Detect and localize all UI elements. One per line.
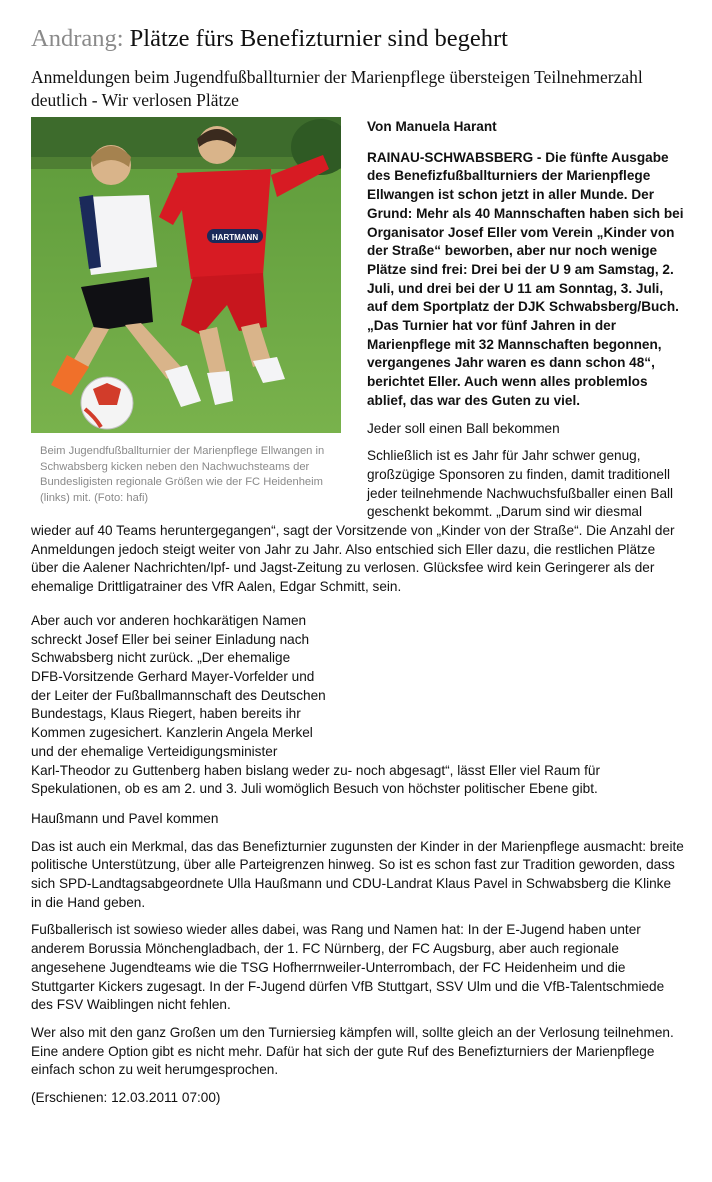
paragraph-line: und der ehemalige Verteidigungsminister bbox=[31, 743, 278, 759]
paragraph-line: der Leiter der Fußballmannschaft des Deutschen bbox=[31, 687, 326, 703]
lead-paragraph: RAINAU-SCHWABSBERG - Die fünfte Ausgabe des Benefizfußballturniers der Marienpflege Ellwangen ist schon jetzt in aller Munde. Der Grund: Mehr als 40 Mannschaften haben sich bei Organisator Josef Eller vom Verein „Kinder von der Straße“ beworben, aber nur noch wenige Plätze sind frei: Drei bei der U 9 am Samstag, 2. Juli, und drei bei der U 11 am Sonntag, 3. Juli, auf dem Sportplatz der DJK Schwabsberg/Buch. „Das Turnier hat vor fünf Jahren in der Marienpflege mit 32 Mannschaften begonnen, vergangenes Jahr waren es dann schon 48“, berichtet Eller. Auch wenn alles problemlos ablief, das war des Guten zu viel. bbox=[367, 149, 684, 408]
headline-title: Plätze fürs Benefizturnier sind begehrt bbox=[129, 25, 508, 52]
paragraph-line: schreckt Josef Eller bei seiner Einladung nach bbox=[31, 631, 310, 647]
paragraph-line: Karl-Theodor zu Guttenberg haben bislang weder zu- noch abgesagt“, lässt Eller viel Raum für Spekulationen, ob es am 2. und 3. Juli womöglich Besuch von höchster politischer Ebene gibt. bbox=[31, 762, 600, 797]
paragraph-politics: Das ist auch ein Merkmal, das das Benefizturnier zugunsten der Kinder in der Marienpflege ausmacht: breite politische Unterstützung, über alle Parteigrenzen hinweg. So ist es schon fast zur Tradition geworden, dass sich SPD-Landtagsabgeordnete Ulla Haußmann und CDU-Landrat Klaus Pavel in Schwabsberg die Klinke in die Hand geben. bbox=[31, 838, 684, 910]
headline bbox=[31, 24, 685, 54]
paragraph-raffle: Wer also mit den ganz Großen um den Turniersieg kämpfen will, sollte gleich an der Verlosung teilnehmen. Eine andere Option gibt es nicht mehr. Dafür hat sich der gute Ruf des Benefizturniers der Marienpflege einfach schon zu weit herumgesprochen. bbox=[31, 1024, 674, 1078]
subheadline: Anmeldungen beim Jugendfußballturnier der Marienpflege übersteigen Teilnehmerzahl deutlich - Wir verlosen Plätze bbox=[31, 67, 643, 110]
paragraph-teams: Fußballerisch ist sowieso wieder alles dabei, was Rang und Namen hat: In der E-Jugend haben unter anderem Borussia Mönchengladbach, der 1. FC Nürnberg, der FC Augsburg, aber auch regionale angesehene Jugendteams wie die TSG Hofherrnweiler-Unterrombach, der FC Heidenheim und die Stuttgarter Kickers zugesagt. In der F-Jugend dürfen VfB Stuttgart, SSV Ulm und die VfB-Talentschmiede des FSV Waiblingen nicht fehlen. bbox=[31, 922, 665, 1013]
article-photo bbox=[31, 117, 341, 433]
headline-kicker: Andrang: bbox=[31, 25, 124, 52]
article-figure bbox=[31, 117, 343, 506]
photo-caption: Beim Jugendfußballturnier der Marienpflege Ellwangen in Schwabsberg kicken neben den Nachwuchsteams der Bundesligisten regionale Größen wie der FC Heidenheim (links) mit. (Foto: hafi) bbox=[40, 445, 325, 504]
paragraph-prominent-names bbox=[31, 612, 685, 799]
photo-shirt-text: HARTMANN bbox=[211, 233, 259, 242]
published-date: (Erschienen: 12.03.2011 07:00) bbox=[31, 1090, 221, 1106]
paragraph-line: Schwabsberg nicht zurück. „Der ehemalige bbox=[31, 650, 291, 666]
section-heading-ball: Jeder soll einen Ball bekommen bbox=[367, 420, 560, 436]
paragraph-line: DFB-Vorsitzende Gerhard Mayer-Vorfelder und bbox=[31, 668, 315, 684]
paragraph-line: Kommen zugesichert. Kanzlerin Angela Merkel bbox=[31, 725, 313, 741]
section-heading-politics: Haußmann und Pavel kommen bbox=[31, 810, 219, 826]
article bbox=[31, 24, 685, 1117]
paragraph-line: Bundestags, Klaus Riegert, haben bereits ihr bbox=[31, 706, 301, 722]
photo-illustration bbox=[31, 117, 341, 433]
byline: Von Manuela Harant bbox=[367, 119, 497, 134]
paragraph-sponsors: Schließlich ist es Jahr für Jahr schwer genug, großzügige Sponsoren zu finden, damit traditionell jeder teilnehmende Nachwuchsfußballer einen Ball geschenkt bekommt. „Darum sind wir diesmal wieder auf 40 Teams heruntergegangen“, sagt der Vorsitzende von „Kinder von der Straße“. Die Anzahl der Anmeldungen jedoch steigt weiter von Jahr zu Jahr. Also entschied sich Eller dazu, die restlichen Plätze über die Aalener Nachrichten/Ipf- und Jagst-Zeitung zu verlosen. Glücksfee wird kein Geringerer als der ehemalige Drittligatrainer des VfR Aalen, Edgar Schmitt, sein. bbox=[31, 448, 675, 595]
paragraph-line: Aber auch vor anderen hochkarätigen Namen bbox=[31, 612, 307, 628]
